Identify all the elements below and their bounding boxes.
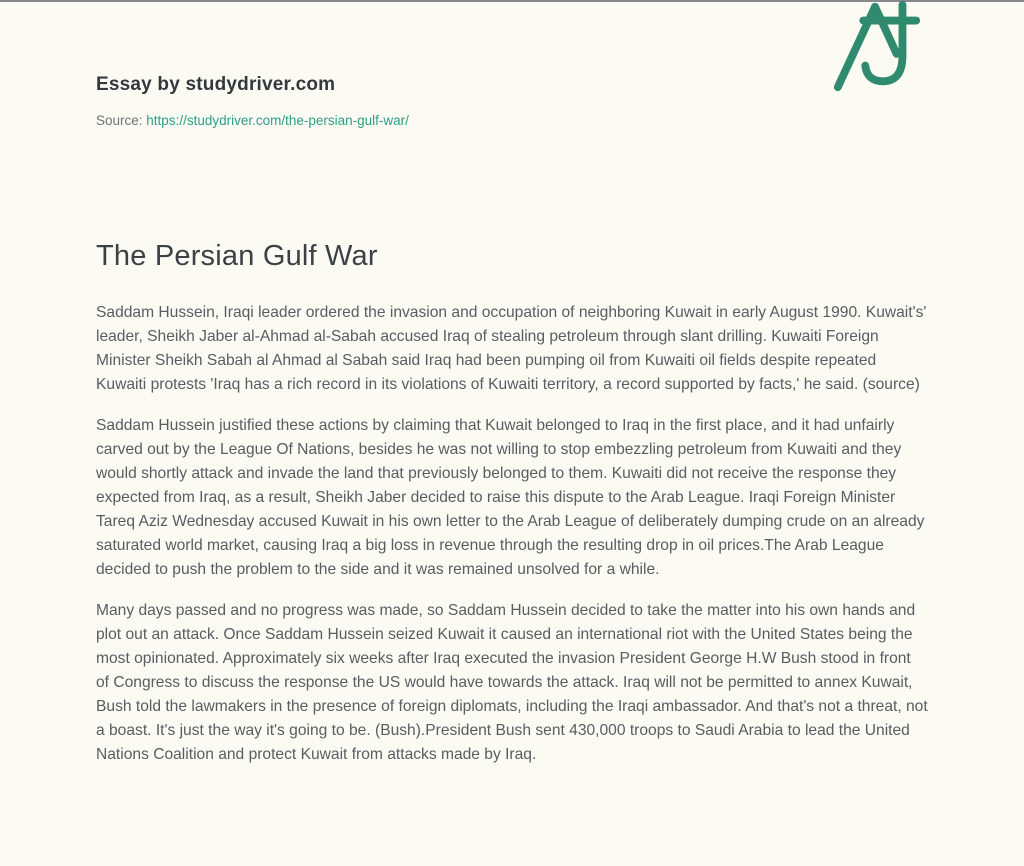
studydriver-logo-icon [828,0,926,96]
header-text [96,74,928,128]
source-line [96,113,928,128]
essay-content [96,240,928,767]
essay-paragraph-3: Many days passed and no progress was made, so Saddam Hussein decided to take the matter into his own hands and plot out an attack. Once Saddam Hussein seized Kuwait it caused an international riot with the United States being the most opinionated. Approximately six weeks after Iraq executed the invasion President George H.W Bush stood in front of Congress to discuss the response the US would have towards the attack. Iraq will not be permitted to annex Kuwait, Bush told the lawmakers in the presence of foreign diplomats, including the Iraqi ambassador. And that's not a threat, not a boast. It's just the way it's going to be. (Bush).President Bush sent 430,000 troops to Saudi Arabia to lead the United Nations Coalition and protect Kuwait from attacks made by Iraq. [96,602,928,763]
document-header [96,2,928,128]
source-url-link[interactable]: https://studydriver.com/the-persian-gulf-war/ [146,113,409,128]
document-page [0,2,1024,767]
essay-title: The Persian Gulf War [96,240,378,272]
essay-body [96,301,928,767]
essay-paragraph-2: Saddam Hussein justified these actions by claiming that Kuwait belonged to Iraq in the first place, and it had unfairly carved out by the League Of Nations, besides he was not willing to stop embezzling petroleum from Kuwaiti and they would shortly attack and invade the land that previously belonged to them. Kuwaiti did not receive the response they expected from Iraq, as a result, Sheikh Jaber decided to raise this dispute to the Arab League. Iraqi Foreign Minister Tareq Aziz Wednesday accused Kuwait in his own letter to the Arab League of deliberately dumping crude on an already saturated world market, causing Iraq a big loss in revenue through the resulting drop in oil prices.The Arab League decided to push the problem to the side and it was remained unsolved for a while. [96,417,925,578]
byline: Essay by studydriver.com [96,74,336,95]
essay-paragraph-1: Saddam Hussein, Iraqi leader ordered the invasion and occupation of neighboring Kuwait in early August 1990. Kuwait's' leader, Sheikh Jaber al-Ahmad al-Sabah accused Iraq of stealing petroleum through slant drilling. Kuwaiti Foreign Minister Sheikh Sabah al Ahmad al Sabah said Iraq had been pumping oil from Kuwaiti oil fields despite repeated Kuwaiti protests 'Iraq has a rich record in its violations of Kuwaiti territory, a record supported by facts,' he said. (source) [96,304,927,393]
source-label: Source: [96,113,143,128]
